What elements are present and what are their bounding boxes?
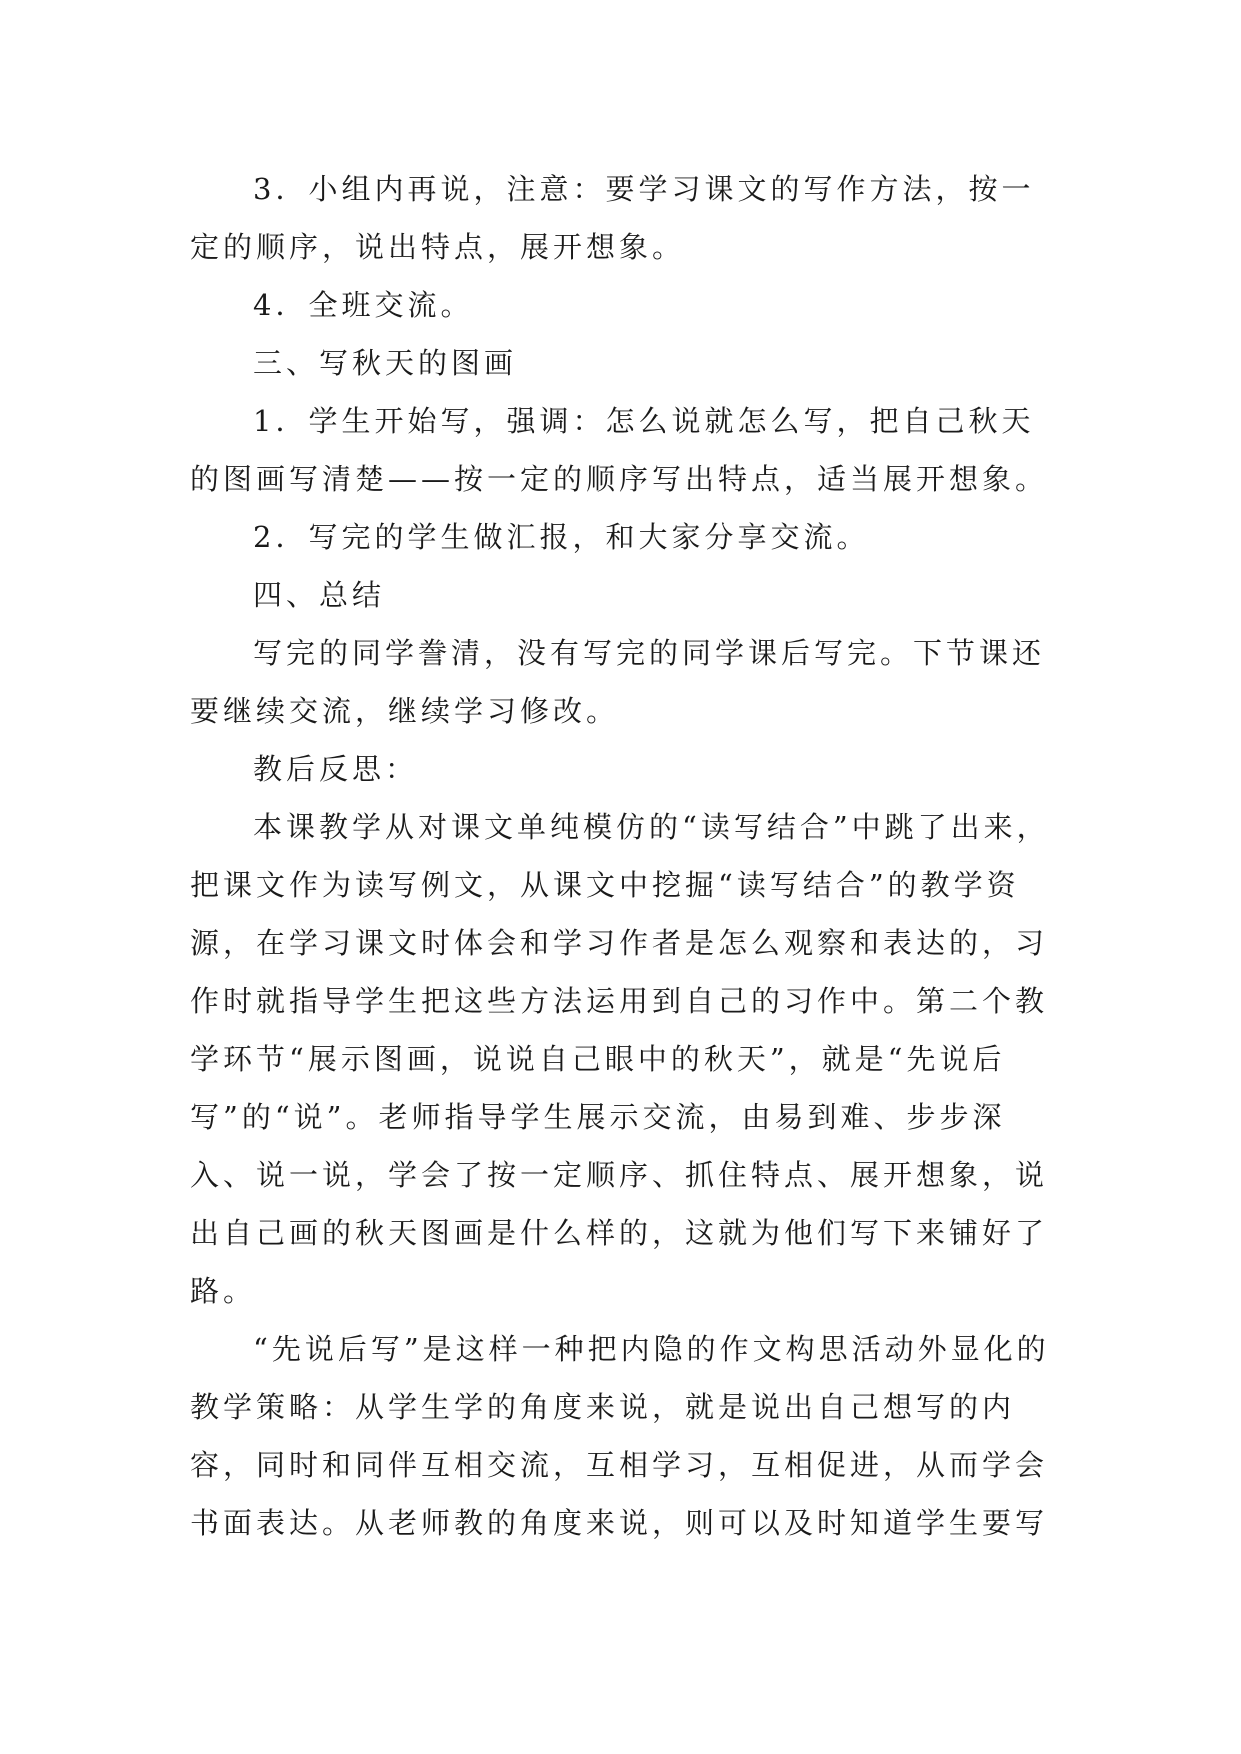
paragraph-step-4: 4．全班交流。 xyxy=(253,288,474,322)
paragraph-write-step-1: 1．学生开始写，强调：怎么说就怎么写，把自己秋天的图画写清楚——按一定的顺序写出特点，适当展开想象。 xyxy=(190,404,1049,496)
paragraph-write-step-2: 2．写完的学生做汇报，和大家分享交流。 xyxy=(253,520,870,554)
paragraph-summary: 写完的同学誊清，没有写完的同学课后写完。下节课还要继续交流，继续学习修改。 xyxy=(190,636,1046,728)
reflection-heading: 教后反思： xyxy=(253,752,419,786)
paragraph-step-3: 3．小组内再说，注意：要学习课文的写作方法，按一定的顺序，说出特点，展开想象。 xyxy=(190,172,1035,264)
section-heading-summary: 四、总结 xyxy=(253,578,386,612)
section-heading-write: 三、写秋天的图画 xyxy=(253,346,518,380)
paragraph-reflection-1: 本课教学从对课文单纯模仿的“读写结合”中跳了出来，把课文作为读写例文，从课文中挖掘“读写结合”的教学资源，在学习课文时体会和学习作者是怎么观察和表达的，习作时就指导学生把这些方法运用到自己的习作中。第二个教学环节“展示图画，说说自己眼中的秋天”，就是“先说后写”的“说”。老师指导学生展示交流，由易到难、步步深入、说一说，学会了按一定顺序、抓住特点、展开想象，说出自己画的秋天图画是什么样的，这就为他们写下来铺好了路。 xyxy=(190,810,1050,1308)
paragraph-reflection-2: “先说后写”是这样一种把内隐的作文构思活动外显化的教学策略：从学生学的角度来说，就是说出自己想写的内容，同时和同伴互相交流，互相学习，互相促进，从而学会书面表达。从老师教的角度来说，则可以及时知道学生要写 xyxy=(190,1332,1050,1540)
document-page xyxy=(190,160,1050,1552)
